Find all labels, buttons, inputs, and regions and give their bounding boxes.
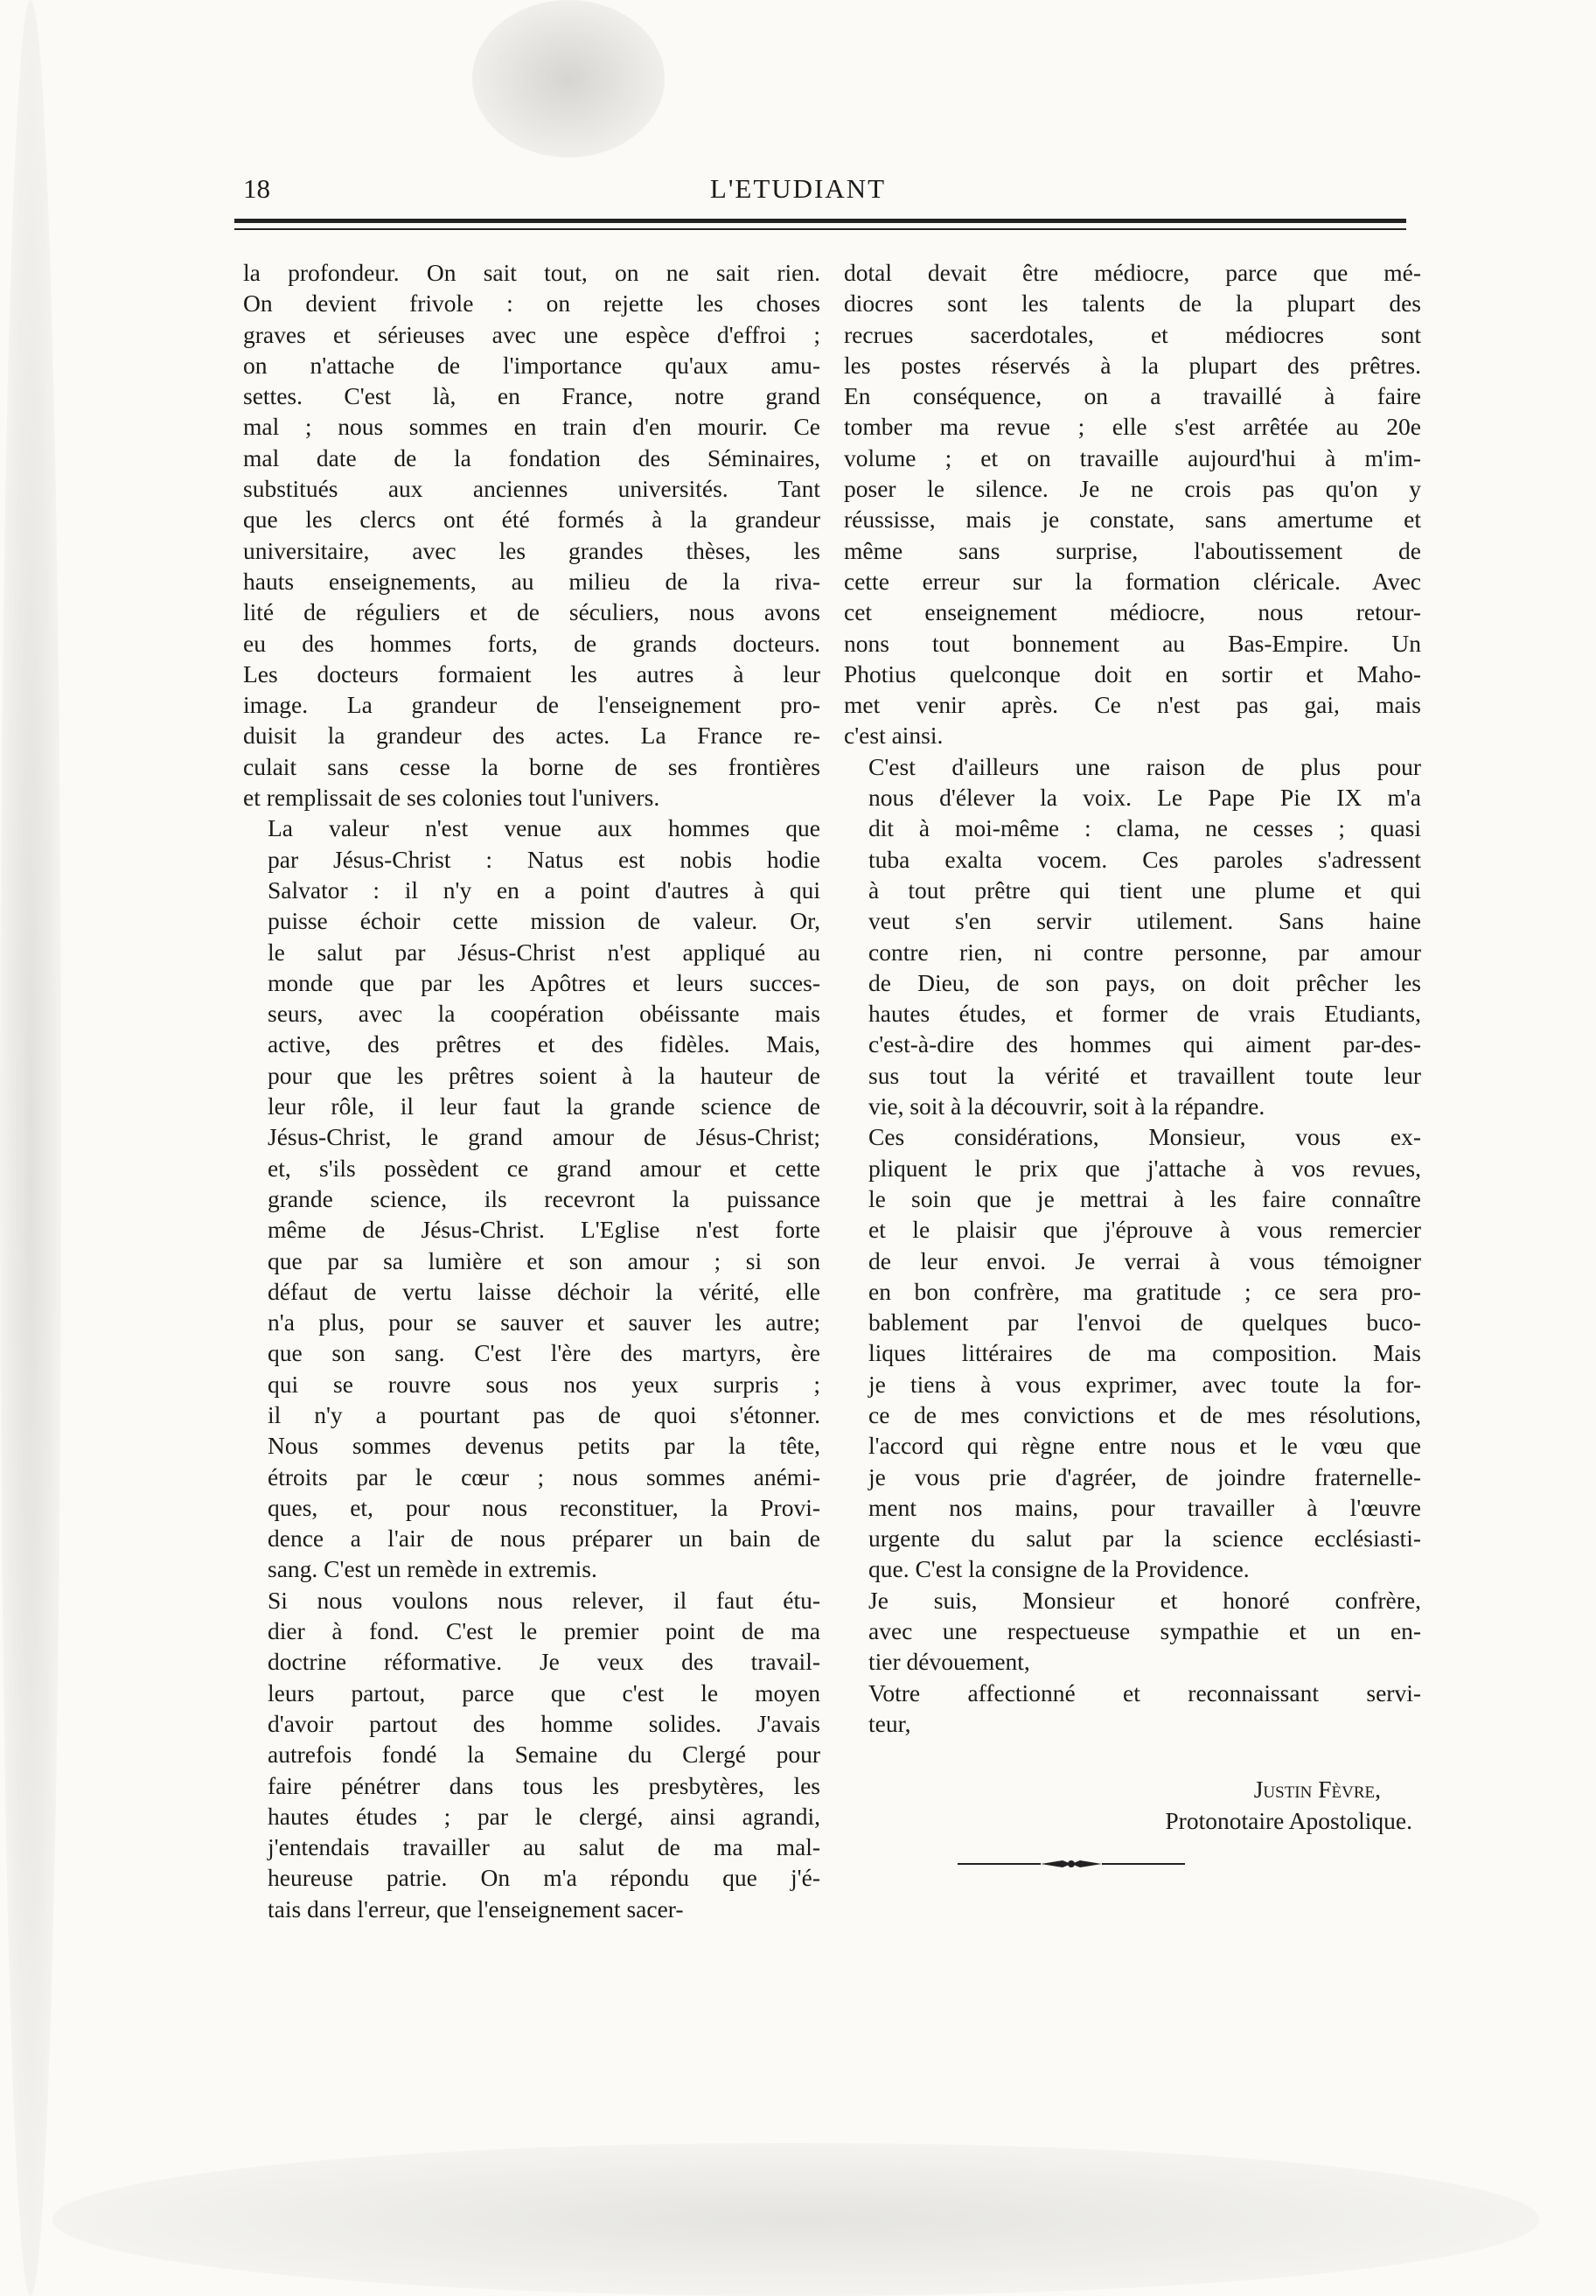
text-line: duisit la grandeur des actes. La France re- (243, 722, 820, 750)
text-line: universitaire, avec les grandes thèses, les (243, 536, 820, 564)
text-line: tuba exalta vocem. Ces paroles s'adressent (868, 845, 1421, 873)
text-line: par Jésus-Christ : Natus est nobis hodie (268, 845, 820, 873)
text-line: tomber ma revue ; elle s'est arrêtée au 20e (844, 413, 1421, 441)
text-line: l'accord qui règne entre nous et le vœu que (868, 1432, 1421, 1460)
text-line: settes. C'est là, en France, notre grand (243, 382, 820, 410)
text-line: le salut par Jésus-Christ n'est appliqué au (268, 938, 820, 966)
text-line: liques littéraires de ma composition. Mais (868, 1339, 1421, 1367)
text-line: seurs, avec la coopération obéissante mais (268, 1000, 820, 1028)
paragraph (844, 751, 1421, 1122)
text-line: eu des hommes forts, de grands docteurs. (243, 629, 820, 657)
text-line: j'entendais travailler au salut de ma mal- (268, 1833, 820, 1861)
signature-name: Justin Fèvre, (1253, 1776, 1381, 1803)
text-line: Nous sommes devenus petits par la tête, (268, 1432, 820, 1460)
text-line: Les docteurs formaient les autres à leur (243, 659, 820, 687)
text-line: mal date de la fondation des Séminaires, (243, 443, 820, 471)
text-line: hauts enseignements, au milieu de la riva- (243, 567, 820, 595)
text-line: lité de réguliers et de séculiers, nous avons (243, 598, 820, 626)
text-line: leurs partout, parce que c'est le moyen (268, 1678, 820, 1706)
text-line: Si nous voulons nous relever, il faut étu- (268, 1586, 820, 1614)
left-column (243, 257, 820, 1924)
text-line: et le plaisir que j'éprouve à vous remercier (868, 1216, 1421, 1244)
scan-smudge-top (472, 0, 665, 157)
text-line: vie, soit à la découvrir, soit à la répandre. (868, 1092, 1265, 1120)
header-rule-thick (234, 219, 1406, 223)
text-line: je vous prie d'agréer, de joindre fraternelle- (868, 1462, 1421, 1490)
text-line: teur, (868, 1709, 911, 1737)
text-line: culait sans cesse la borne de ses frontières (243, 752, 820, 780)
text-line: dit à moi-même : clama, ne cesses ; quasi (868, 814, 1421, 842)
text-line: cet enseignement médiocre, nous retour- (844, 598, 1421, 626)
text-line: active, des prêtres et des fidèles. Mais, (268, 1030, 820, 1058)
header-rule-thin (234, 228, 1406, 230)
text-line: et, s'ils possèdent ce grand amour et cette (268, 1154, 820, 1182)
text-line: le soin que je mettrai à les faire connaître (868, 1184, 1421, 1212)
text-line: que. C'est la consigne de la Providence. (868, 1555, 1250, 1583)
text-line: de leur envoi. Je verrai à vous témoigner (868, 1246, 1421, 1274)
text-line: c'est ainsi. (844, 722, 944, 750)
text-line: La valeur n'est venue aux hommes que (268, 814, 820, 842)
text-line: je tiens à vous exprimer, avec toute la for- (868, 1370, 1421, 1398)
text-line: dier à fond. C'est le premier point de ma (268, 1617, 820, 1645)
paragraph (844, 1585, 1421, 1678)
text-line: graves et sérieuses avec une espèce d'effroi ; (243, 320, 820, 348)
scan-smudge-left (0, 0, 61, 2296)
text-line: que son sang. C'est l'ère des martyrs, ère (268, 1339, 820, 1367)
text-line: à tout prêtre qui tient une plume et qui (868, 876, 1421, 904)
text-line: même sans surprise, l'aboutissement de (844, 536, 1421, 564)
paragraph (243, 1585, 820, 1924)
text-line: la profondeur. On sait tout, on ne sait rien. (243, 259, 820, 286)
text-line: les postes réservés à la plupart des prêtres. (844, 351, 1421, 379)
text-line: En conséquence, on a travaillé à faire (844, 382, 1421, 410)
text-line: diocres sont les talents de la plupart des (844, 290, 1421, 318)
text-line: dotal devait être médiocre, parce que mé- (844, 259, 1421, 286)
text-line: de Dieu, de son pays, on doit prêcher les (868, 968, 1421, 996)
text-line: On devient frivole : on rejette les choses (243, 290, 820, 318)
text-line: met venir après. Ce n'est pas gai, mais (844, 691, 1421, 719)
text-line: tier dévouement, (868, 1648, 1030, 1676)
text-line: ment nos mains, pour travailler à l'œuvre (868, 1493, 1421, 1521)
text-line: il n'y a pourtant pas de quoi s'étonner. (268, 1400, 820, 1428)
text-line: c'est-à-dire des hommes qui aiment par-des- (868, 1030, 1421, 1058)
text-line: veut s'en servir utilement. Sans haine (868, 907, 1421, 935)
text-line: recrues sacerdotales, et médiocres sont (844, 320, 1421, 348)
text-line: doctrine réformative. Je veux des travail- (268, 1648, 820, 1676)
text-line: pliquent le prix que j'attache à vos revues, (868, 1154, 1421, 1182)
text-line: C'est d'ailleurs une raison de plus pour (868, 752, 1421, 780)
text-line: substitués aux anciennes universités. Tant (243, 475, 820, 503)
paragraph (844, 257, 1421, 751)
text-line: réussisse, mais je constate, sans amertume et (844, 506, 1421, 534)
text-line: Je suis, Monsieur et honoré confrère, (868, 1586, 1421, 1614)
text-line: hautes études ; par le clergé, ainsi agrandi, (268, 1802, 820, 1830)
text-line: Salvator : il n'y en a point d'autres à qui (268, 876, 820, 904)
text-line: mal ; nous sommes en train d'en mourir. Ce (243, 413, 820, 441)
text-line: pour que les prêtres soient à la hauteur de (268, 1061, 820, 1089)
paragraph (844, 1678, 1421, 1740)
text-line: qui se rouvre sous nos yeux surpris ; (268, 1370, 820, 1398)
text-line: nous d'élever la voix. Le Pape Pie IX m'a (868, 784, 1421, 812)
text-line: étroits par le cœur ; nous sommes anémi- (268, 1462, 820, 1490)
text-line: ques, et, pour nous reconstituer, la Provi- (268, 1493, 820, 1521)
text-line: Votre affectionné et reconnaissant servi- (868, 1678, 1421, 1706)
text-line: volume ; et on travaille aujourd'hui à m'im- (844, 443, 1421, 471)
text-line: ce de mes convictions et de mes résolutions, (868, 1400, 1421, 1428)
text-line: tais dans l'erreur, que l'enseignement sacer- (268, 1895, 684, 1923)
text-line: Jésus-Christ, le grand amour de Jésus-Christ; (268, 1123, 820, 1151)
text-line: faire pénétrer dans tous les presbytères, les (268, 1771, 820, 1799)
text-line: autrefois fondé la Semaine du Clergé pour (268, 1741, 820, 1769)
text-line: en bon confrère, ma gratitude ; ce sera pro- (868, 1277, 1421, 1305)
text-line: avec une respectueuse sympathie et un en- (868, 1617, 1421, 1645)
signature-title: Protonotaire Apostolique. (1165, 1807, 1412, 1834)
closing-ornament (958, 1856, 1185, 1872)
paragraph (243, 813, 820, 1584)
text-line: poser le silence. Je ne crois pas qu'on y (844, 475, 1421, 503)
text-line: contre rien, ni contre personne, par amour (868, 938, 1421, 966)
text-line: sus tout la vérité et travaillent toute leur (868, 1061, 1421, 1089)
text-line: urgente du salut par la science ecclésiasti- (868, 1525, 1421, 1553)
text-line: d'avoir partout des homme solides. J'avais (268, 1709, 820, 1737)
text-line: bablement par l'envoi de quelques buco- (868, 1309, 1421, 1336)
text-line: cette erreur sur la formation cléricale. Avec (844, 567, 1421, 595)
text-line: nons tout bonnement au Bas-Empire. Un (844, 629, 1421, 657)
text-line: défaut de vertu laisse déchoir la vérité, elle (268, 1277, 820, 1305)
text-line: Ces considérations, Monsieur, vous ex- (868, 1123, 1421, 1151)
text-line: image. La grandeur de l'enseignement pro- (243, 691, 820, 719)
text-line: que par sa lumière et son amour ; si son (268, 1246, 820, 1274)
text-line: grande science, ils recevront la puissance (268, 1184, 820, 1212)
text-line: on n'attache de l'importance qu'aux amu- (243, 351, 820, 379)
paragraph (243, 257, 820, 813)
text-line: heureuse patrie. On m'a répondu que j'é- (268, 1864, 820, 1892)
text-line: n'a plus, pour se sauver et sauver les autre; (268, 1309, 820, 1336)
paragraph (844, 1121, 1421, 1584)
running-title: L'ETUDIANT (709, 173, 887, 204)
text-line: sang. C'est un remède in extremis. (268, 1555, 597, 1583)
text-line: que les clercs ont été formés à la grandeur (243, 506, 820, 534)
text-line: même de Jésus-Christ. L'Eglise n'est forte (268, 1216, 820, 1244)
right-column (844, 257, 1421, 1739)
text-line: dence a l'air de nous préparer un bain de (268, 1525, 820, 1553)
text-line: Photius quelconque doit en sortir et Maho- (844, 659, 1421, 687)
text-line: et remplissait de ses colonies tout l'univers. (243, 784, 660, 812)
scan-smudge-bottom (52, 2143, 1539, 2296)
page-number: 18 (243, 173, 270, 204)
text-line: monde que par les Apôtres et leurs succes- (268, 968, 820, 996)
text-line: puisse échoir cette mission de valeur. Or, (268, 907, 820, 935)
text-line: hautes études, et former de vrais Etudiants, (868, 1000, 1421, 1028)
text-line: leur rôle, il leur faut la grande science de (268, 1092, 820, 1120)
